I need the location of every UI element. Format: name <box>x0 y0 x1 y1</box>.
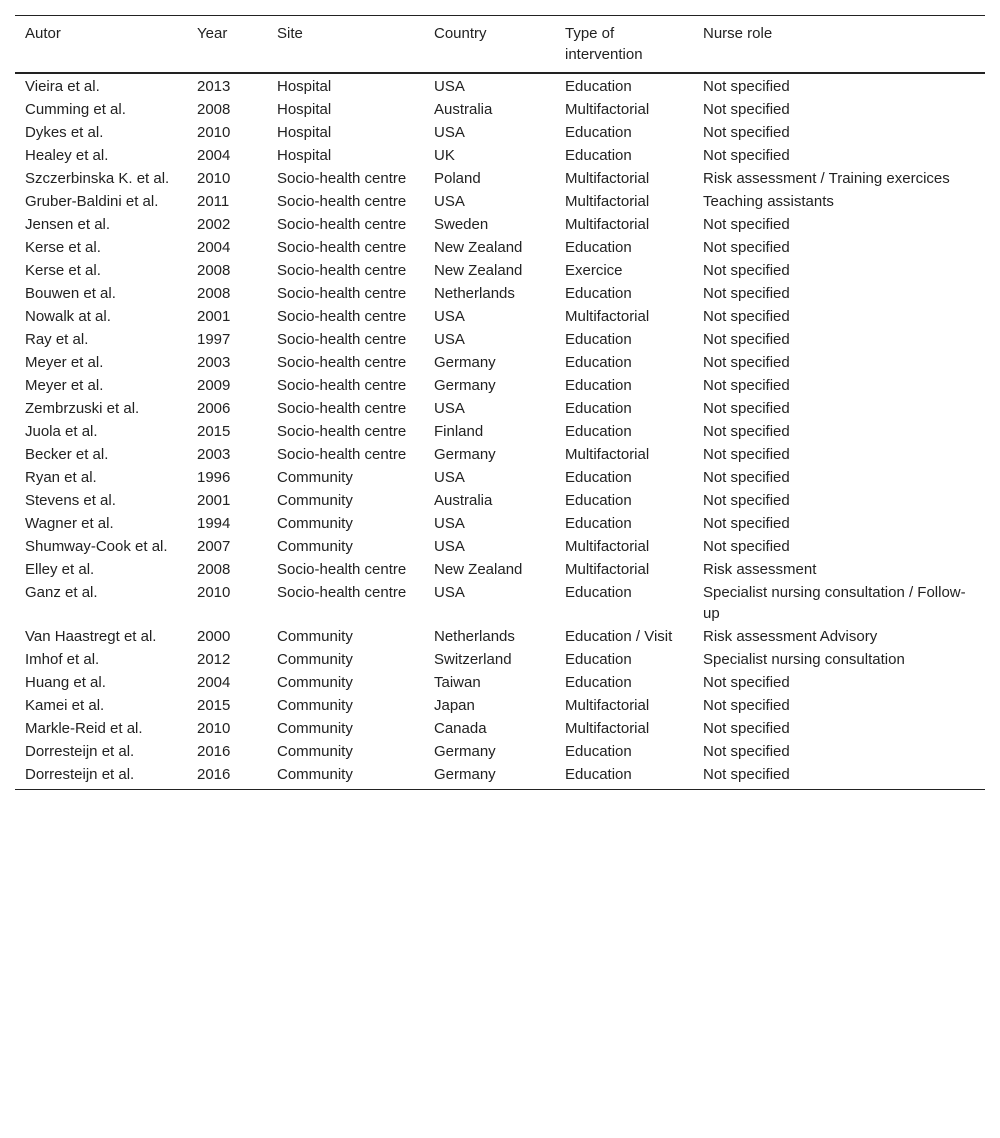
cell-country: UK <box>434 147 455 164</box>
cell-country: Canada <box>434 720 487 737</box>
cell-type-of-intervention: Education <box>565 492 632 509</box>
cell-nurse-role: Not specified <box>693 763 985 790</box>
cell-year: 2004 <box>197 674 231 691</box>
cell-nurse-role: Not specified <box>703 400 790 417</box>
cell-year: 2011 <box>197 193 230 210</box>
cell-country: USA <box>434 538 465 555</box>
cell-site: Community <box>277 469 353 486</box>
table-row <box>15 489 985 512</box>
table-row <box>15 328 985 351</box>
cell-year: 2013 <box>197 78 231 95</box>
cell-nurse-role: Not specified <box>703 469 790 486</box>
cell-nurse-role: Risk assessment Advisory <box>703 628 878 645</box>
cell-type-of-intervention: Education <box>565 584 632 601</box>
table-body <box>15 73 985 790</box>
cell-autor: Wagner et al. <box>25 515 114 532</box>
cell-autor: Meyer et al. <box>25 354 104 371</box>
cell-autor: Bouwen et al. <box>25 285 116 302</box>
cell-type-of-intervention: Education <box>565 78 632 95</box>
cell-type-of-intervention: Multifactorial <box>565 538 650 555</box>
cell-autor: Nowalk at al. <box>25 308 111 325</box>
cell-nurse-role: Not specified <box>703 423 790 440</box>
table-row <box>15 351 985 374</box>
cell-type-of-intervention: Multifactorial <box>565 446 650 463</box>
cell-type-of-intervention: Education <box>565 423 632 440</box>
cell-nurse-role: Risk assessment / Training exercices <box>703 170 950 187</box>
column-header-site: Site <box>267 16 424 74</box>
cell-year: 2004 <box>197 147 231 164</box>
cell-type-of-intervention: Education <box>565 674 632 691</box>
cell-country: Poland <box>434 170 481 187</box>
cell-country: Germany <box>434 446 496 463</box>
cell-autor: Ganz et al. <box>25 584 98 601</box>
cell-nurse-role: Not specified <box>703 720 790 737</box>
cell-type-of-intervention: Education <box>565 515 632 532</box>
table-row <box>15 466 985 489</box>
cell-nurse-role: Not specified <box>703 285 790 302</box>
cell-type-of-intervention: Education <box>565 331 632 348</box>
cell-year: 2008 <box>197 285 231 302</box>
cell-type-of-intervention: Multifactorial <box>565 697 650 714</box>
table-row <box>15 763 985 790</box>
cell-autor: Huang et al. <box>25 674 106 691</box>
cell-nurse-role: Not specified <box>703 492 790 509</box>
cell-type-of-intervention: Exercice <box>565 262 623 279</box>
cell-nurse-role: Not specified <box>703 262 790 279</box>
table-row <box>15 558 985 581</box>
cell-type-of-intervention: Multifactorial <box>565 170 650 187</box>
cell-nurse-role: Not specified <box>703 331 790 348</box>
cell-autor: Healey et al. <box>25 147 109 164</box>
cell-site: Community <box>267 763 424 790</box>
cell-country: Netherlands <box>434 628 515 645</box>
cell-autor: Elley et al. <box>25 561 95 578</box>
table-row <box>15 121 985 144</box>
cell-type-of-intervention: Multifactorial <box>565 308 650 325</box>
cell-autor: Cumming et al. <box>25 101 126 118</box>
table-row <box>15 694 985 717</box>
cell-country: Netherlands <box>434 285 515 302</box>
cell-autor: Gruber-Baldini et al. <box>25 193 159 210</box>
cell-year: 2003 <box>197 354 231 371</box>
cell-site: Community <box>277 628 353 645</box>
cell-year: 2008 <box>197 101 231 118</box>
cell-autor: Van Haastregt et al. <box>25 628 157 645</box>
cell-site: Socio-health centre <box>277 354 407 371</box>
cell-type-of-intervention: Education <box>555 763 693 790</box>
cell-autor: Dykes et al. <box>25 124 104 141</box>
table-row <box>15 397 985 420</box>
cell-type-of-intervention: Education <box>565 354 632 371</box>
table-row <box>15 282 985 305</box>
cell-site: Socio-health centre <box>277 423 407 440</box>
table-row <box>15 420 985 443</box>
cell-year: 2010 <box>197 584 231 601</box>
cell-autor: Stevens et al. <box>25 492 116 509</box>
cell-autor: Kerse et al. <box>25 239 101 256</box>
cell-year: 2010 <box>197 124 231 141</box>
cell-year: 2001 <box>197 308 231 325</box>
cell-nurse-role: Not specified <box>703 446 790 463</box>
cell-type-of-intervention: Education <box>565 124 632 141</box>
cell-autor: Kerse et al. <box>25 262 101 279</box>
cell-site: Community <box>277 651 353 668</box>
column-header-year: Year <box>187 16 267 74</box>
cell-type-of-intervention: Multifactorial <box>565 561 650 578</box>
cell-country: Germany <box>434 354 496 371</box>
cell-autor: Imhof et al. <box>25 651 100 668</box>
cell-year: 2006 <box>197 400 231 417</box>
cell-country: USA <box>434 124 465 141</box>
cell-country: Germany <box>424 763 555 790</box>
cell-nurse-role: Not specified <box>703 538 790 555</box>
cell-autor: Dorresteijn et al. <box>25 743 135 760</box>
cell-year: 2012 <box>197 651 231 668</box>
cell-site: Hospital <box>277 124 332 141</box>
cell-nurse-role: Not specified <box>703 78 790 95</box>
table-row <box>15 73 985 98</box>
table-header <box>15 16 985 74</box>
cell-site: Hospital <box>277 101 332 118</box>
cell-year: 2002 <box>197 216 231 233</box>
cell-site: Community <box>277 674 353 691</box>
table-row <box>15 535 985 558</box>
cell-site: Hospital <box>277 78 332 95</box>
cell-nurse-role: Not specified <box>703 239 790 256</box>
cell-site: Socio-health centre <box>277 285 407 302</box>
cell-nurse-role: Not specified <box>703 124 790 141</box>
cell-type-of-intervention: Multifactorial <box>565 216 650 233</box>
header-row <box>15 16 985 74</box>
cell-autor: Juola et al. <box>25 423 98 440</box>
cell-year: 2003 <box>197 446 231 463</box>
cell-type-of-intervention: Education <box>565 147 632 164</box>
table-row <box>15 671 985 694</box>
cell-country: USA <box>434 469 465 486</box>
cell-year: 1996 <box>197 469 231 486</box>
cell-autor: Becker et al. <box>25 446 109 463</box>
cell-site: Community <box>277 515 353 532</box>
cell-year: 2009 <box>197 377 231 394</box>
cell-site: Community <box>277 743 353 760</box>
cell-autor: Jensen et al. <box>25 216 111 233</box>
cell-autor: Vieira et al. <box>25 78 100 95</box>
column-header-autor: Autor <box>15 16 187 74</box>
cell-site: Socio-health centre <box>277 239 407 256</box>
cell-site: Socio-health centre <box>277 561 407 578</box>
cell-autor: Dorresteijn et al. <box>15 763 187 790</box>
cell-country: New Zealand <box>434 561 523 578</box>
cell-type-of-intervention: Education <box>565 285 632 302</box>
cell-country: USA <box>434 400 465 417</box>
cell-site: Hospital <box>277 147 332 164</box>
cell-country: New Zealand <box>434 262 523 279</box>
cell-year: 2001 <box>197 492 231 509</box>
cell-year: 1997 <box>197 331 231 348</box>
cell-site: Socio-health centre <box>277 216 407 233</box>
cell-year: 2015 <box>197 697 231 714</box>
column-header-nurse-role: Nurse role <box>693 16 985 74</box>
cell-country: Switzerland <box>434 651 512 668</box>
cell-country: Japan <box>434 697 475 714</box>
table-row <box>15 236 985 259</box>
table-row <box>15 581 985 625</box>
cell-year: 2016 <box>187 763 267 790</box>
cell-autor: Szczerbinska K. et al. <box>25 170 170 187</box>
cell-nurse-role: Not specified <box>703 308 790 325</box>
cell-country: Germany <box>434 743 496 760</box>
cell-site: Socio-health centre <box>277 584 407 601</box>
cell-autor: Markle-Reid et al. <box>25 720 143 737</box>
studies-table-container <box>15 15 985 790</box>
cell-type-of-intervention: Education <box>565 469 632 486</box>
cell-type-of-intervention: Education <box>565 400 632 417</box>
cell-site: Socio-health centre <box>277 308 407 325</box>
cell-nurse-role: Teaching assistants <box>703 193 834 210</box>
table-row <box>15 98 985 121</box>
cell-nurse-role: Not specified <box>703 674 790 691</box>
cell-autor: Kamei et al. <box>25 697 105 714</box>
cell-country: Finland <box>434 423 484 440</box>
cell-autor: Ray et al. <box>25 331 89 348</box>
cell-year: 2000 <box>197 628 231 645</box>
cell-country: USA <box>434 584 465 601</box>
cell-country: USA <box>434 78 465 95</box>
table-row <box>15 443 985 466</box>
cell-year: 2010 <box>197 720 231 737</box>
table-row <box>15 648 985 671</box>
cell-country: Sweden <box>434 216 489 233</box>
cell-site: Socio-health centre <box>277 446 407 463</box>
cell-site: Community <box>277 697 353 714</box>
cell-type-of-intervention: Multifactorial <box>565 101 650 118</box>
cell-nurse-role: Not specified <box>703 743 790 760</box>
cell-country: New Zealand <box>434 239 523 256</box>
table-row <box>15 305 985 328</box>
cell-site: Socio-health centre <box>277 377 407 394</box>
cell-nurse-role: Not specified <box>703 377 790 394</box>
cell-year: 2007 <box>197 538 231 555</box>
cell-nurse-role: Not specified <box>703 354 790 371</box>
cell-type-of-intervention: Education <box>565 239 632 256</box>
cell-site: Community <box>277 538 353 555</box>
table-row <box>15 625 985 648</box>
cell-site: Community <box>277 492 353 509</box>
cell-type-of-intervention: Education <box>565 743 632 760</box>
cell-country: Australia <box>434 492 493 509</box>
cell-nurse-role: Risk assessment <box>703 561 817 578</box>
cell-autor: Meyer et al. <box>25 377 104 394</box>
table-row <box>15 190 985 213</box>
cell-site: Socio-health centre <box>277 400 407 417</box>
table-row <box>15 259 985 282</box>
cell-type-of-intervention: Education <box>565 651 632 668</box>
table-row <box>15 144 985 167</box>
cell-country: USA <box>434 331 465 348</box>
table-row <box>15 512 985 535</box>
cell-autor: Zembrzuski et al. <box>25 400 140 417</box>
cell-nurse-role: Not specified <box>703 216 790 233</box>
cell-type-of-intervention: Education / Visit <box>565 628 673 645</box>
cell-site: Socio-health centre <box>277 262 407 279</box>
cell-nurse-role: Not specified <box>703 697 790 714</box>
cell-type-of-intervention: Multifactorial <box>565 720 650 737</box>
cell-country: USA <box>434 308 465 325</box>
cell-country: USA <box>434 193 465 210</box>
table-row <box>15 374 985 397</box>
cell-year: 2008 <box>197 262 231 279</box>
cell-country: Australia <box>434 101 493 118</box>
cell-nurse-role: Not specified <box>703 101 790 118</box>
cell-country: USA <box>434 515 465 532</box>
cell-year: 2010 <box>197 170 231 187</box>
column-header-country: Country <box>424 16 555 74</box>
cell-site: Socio-health centre <box>277 331 407 348</box>
cell-nurse-role: Specialist nursing consultation / Follow-up <box>703 584 966 622</box>
cell-country: Taiwan <box>434 674 481 691</box>
cell-year: 1994 <box>197 515 231 532</box>
cell-type-of-intervention: Education <box>565 377 632 394</box>
cell-site: Community <box>277 720 353 737</box>
cell-nurse-role: Not specified <box>703 147 790 164</box>
table-row <box>15 167 985 190</box>
cell-nurse-role: Not specified <box>703 515 790 532</box>
cell-site: Socio-health centre <box>277 193 407 210</box>
cell-year: 2004 <box>197 239 231 256</box>
cell-year: 2016 <box>197 743 231 760</box>
table-row <box>15 740 985 763</box>
cell-autor: Ryan et al. <box>25 469 97 486</box>
cell-site: Socio-health centre <box>277 170 407 187</box>
cell-country: Germany <box>434 377 496 394</box>
table-row <box>15 213 985 236</box>
studies-table <box>15 15 985 790</box>
cell-year: 2008 <box>197 561 231 578</box>
table-row <box>15 717 985 740</box>
cell-nurse-role: Specialist nursing consultation <box>703 651 905 668</box>
column-header-type-of-intervention: Type of intervention <box>555 16 693 74</box>
cell-year: 2015 <box>197 423 231 440</box>
cell-autor: Shumway-Cook et al. <box>25 538 168 555</box>
cell-type-of-intervention: Multifactorial <box>565 193 650 210</box>
